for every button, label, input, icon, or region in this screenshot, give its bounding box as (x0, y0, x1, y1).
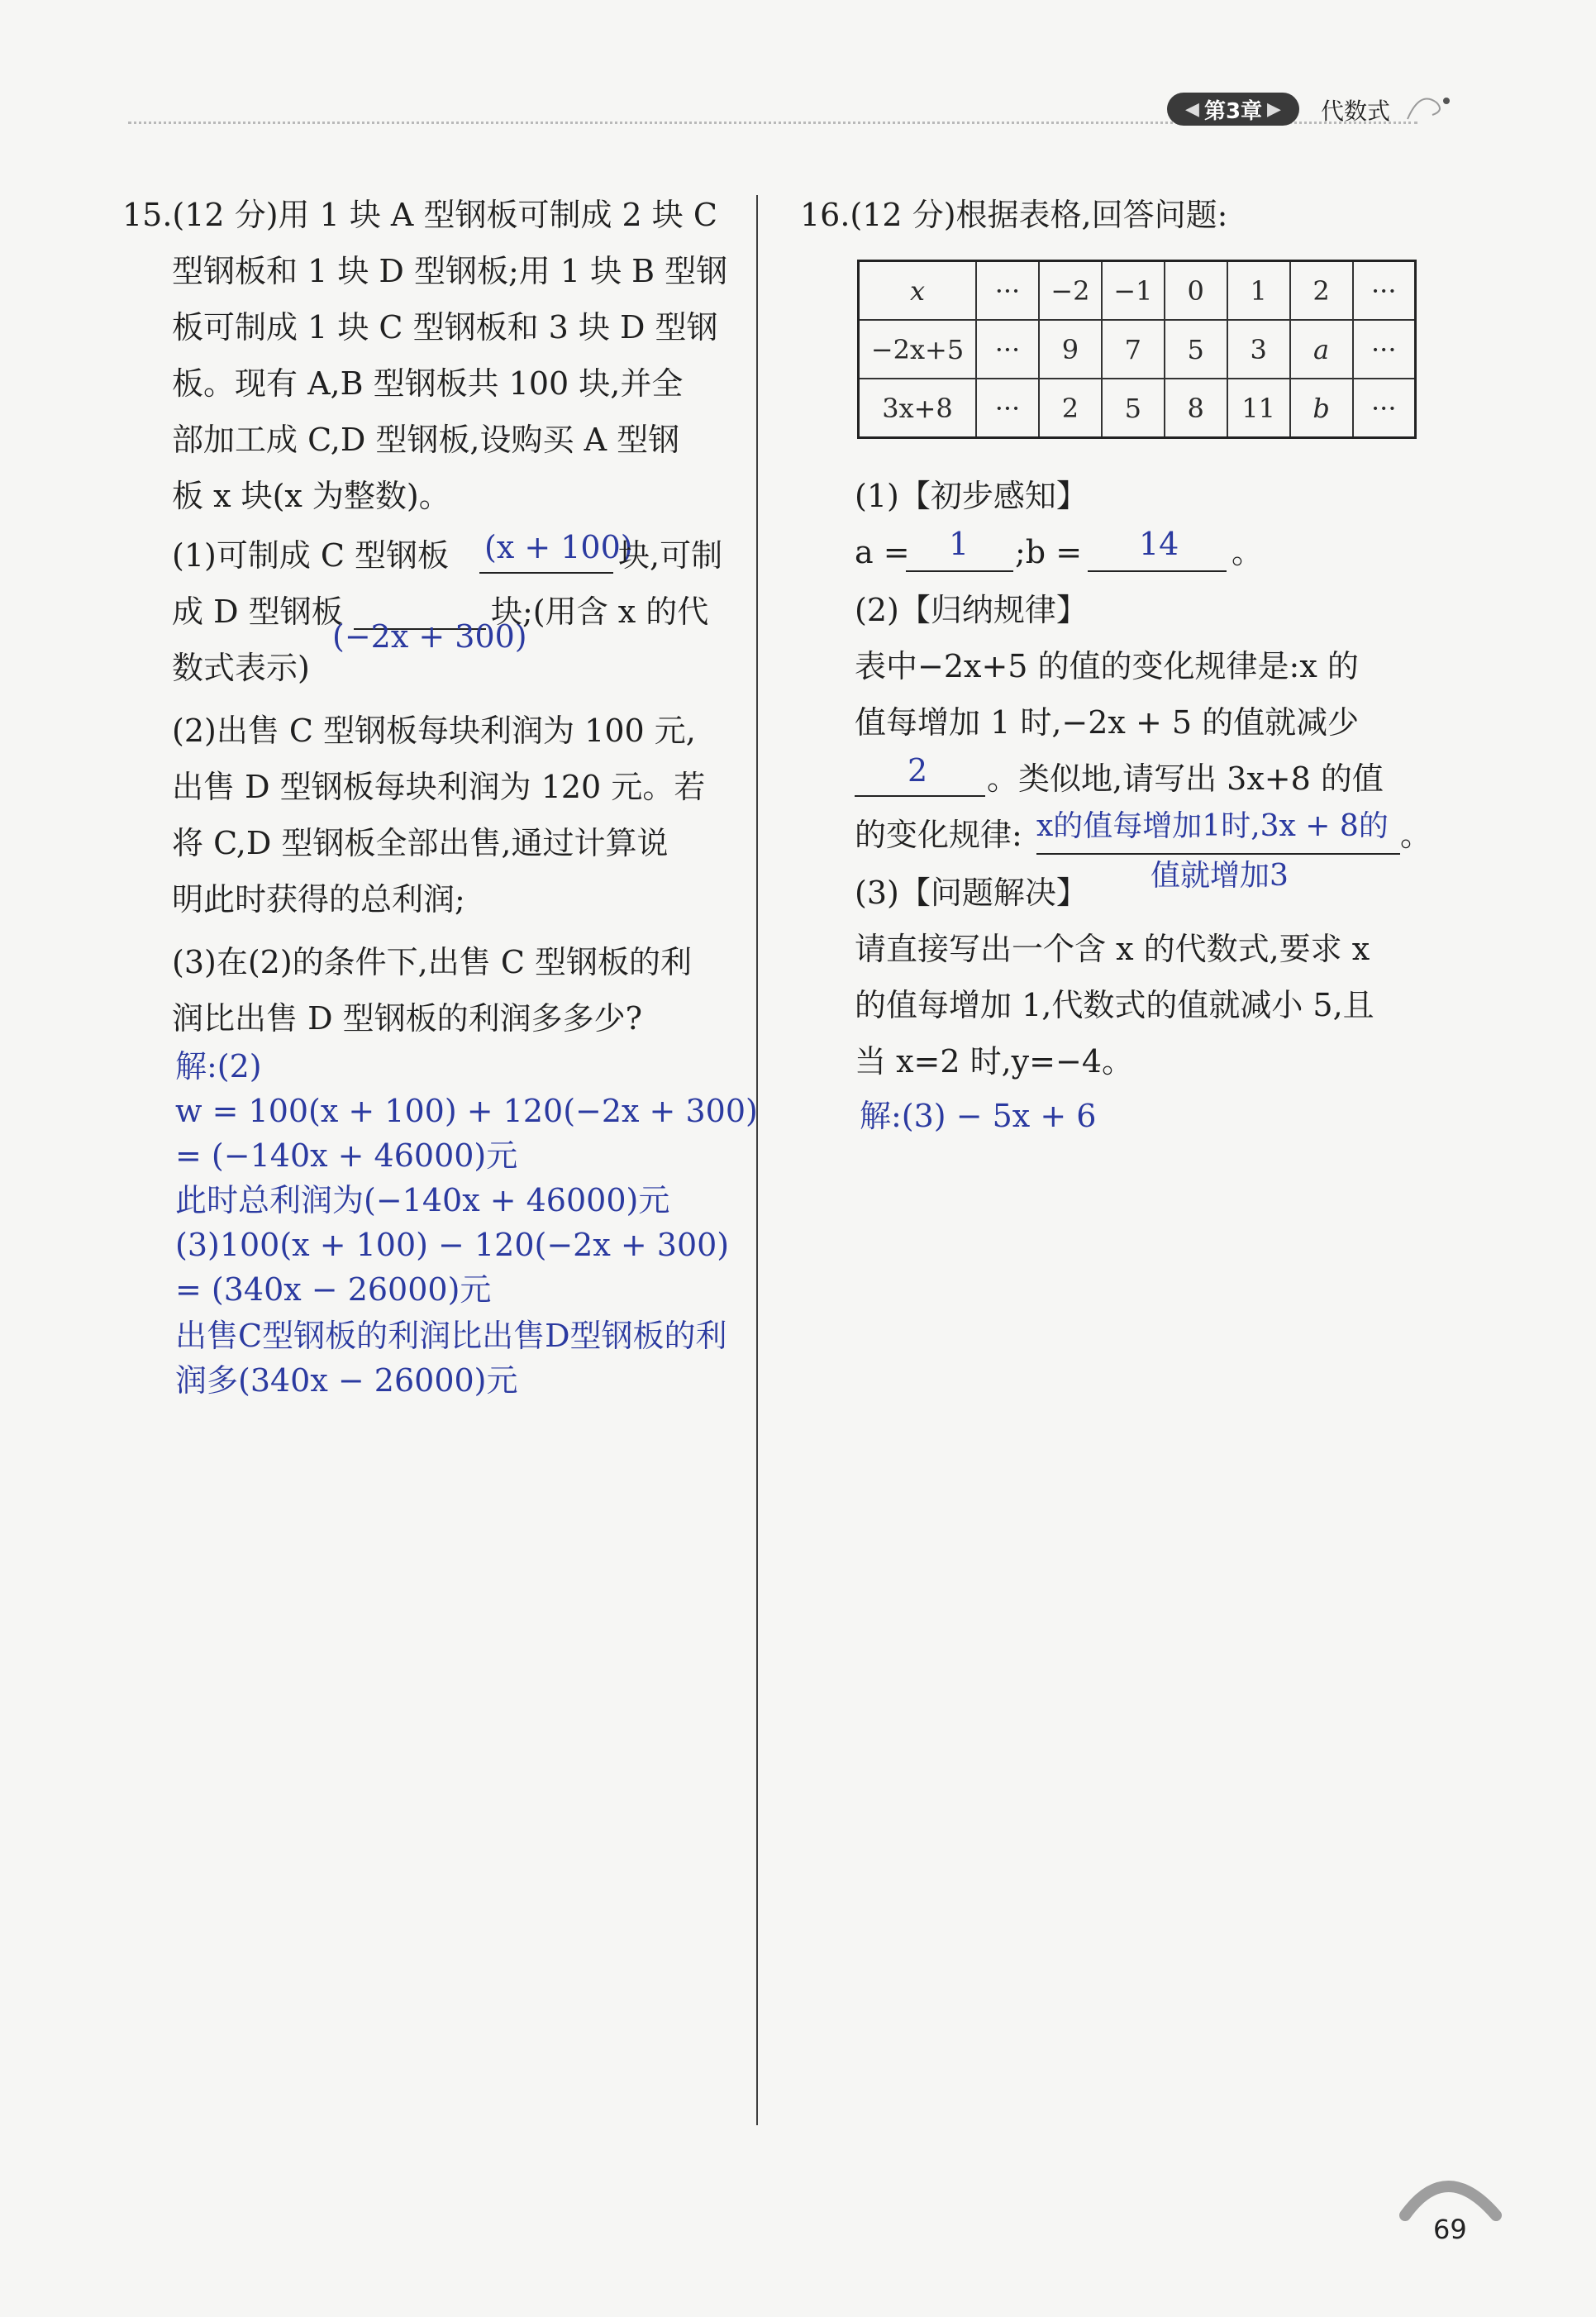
table-cell: 5 (1165, 320, 1227, 379)
swirl-ornament-icon (1403, 86, 1453, 127)
table-cell: 5 (1102, 379, 1165, 438)
q15-p2-line-4: 明此时获得的总利润; (172, 881, 465, 918)
table-cell: x (859, 261, 977, 321)
q15-line-3: 板可制成 1 块 C 型钢板和 3 块 D 型钢 (172, 309, 718, 346)
table-cell: 1 (1227, 261, 1290, 321)
q15-answer-d: (−2x + 300) (332, 618, 527, 655)
q16-p2-end: 。 (1400, 817, 1432, 853)
table-cell: 0 (1165, 261, 1227, 321)
column-divider (756, 195, 758, 2125)
q16-stem: 16.(12 分)根据表格,回答问题: (800, 197, 1228, 233)
q16-answer-rule-2: 值就增加3 (1151, 859, 1289, 893)
table-cell: 2 (1039, 379, 1102, 438)
chevron-left-icon: ◀ (1185, 98, 1199, 120)
table-row (859, 379, 1416, 438)
q15-p3-line-1: (3)在(2)的条件下,出售 C 型钢板的利 (172, 944, 692, 980)
table-cell: ··· (976, 261, 1039, 321)
table-cell: a (1290, 320, 1353, 379)
page-number: 69 (1433, 2214, 1467, 2245)
q16-blank-a (906, 570, 1013, 572)
table-cell: 8 (1165, 379, 1227, 438)
q15-solution-line-5: (3)100(x + 100) − 120(−2x + 300) (175, 1227, 730, 1263)
q15-line-4: 板。现有 A,B 型钢板共 100 块,并全 (172, 365, 684, 402)
chapter-title: 代数式 (1321, 98, 1391, 125)
q15-p1-text-c: 成 D 型钢板 (172, 594, 343, 630)
q16-p3-title: (3)【问题解决】 (855, 875, 1088, 911)
table-cell: −2 (1039, 261, 1102, 321)
q16-p2-line-4: 的变化规律: (855, 817, 1022, 853)
q15-solution-line-4: 此时总利润为(−140x + 46000)元 (175, 1182, 670, 1218)
q15-p2-line-2: 出售 D 型钢板每块利润为 120 元。若 (172, 769, 706, 805)
q16-p2-line-2: 值每增加 1 时,−2x + 5 的值就减少 (855, 704, 1360, 741)
q15-p1-text-e: 数式表示) (172, 650, 310, 686)
table-cell: 3x+8 (859, 379, 977, 438)
table-cell: 11 (1227, 379, 1290, 438)
q15-solution-line-6: = (340x − 26000)元 (175, 1271, 492, 1308)
q16-p3-line-2: 的值每增加 1,代数式的值就减小 5,且 (855, 987, 1374, 1023)
q15-p1-text-a: (1)可制成 C 型钢板 (172, 537, 450, 574)
table-cell: −2x+5 (859, 320, 977, 379)
q16-p2-line-3: 。类似地,请写出 3x+8 的值 (987, 760, 1384, 797)
table-cell: 2 (1290, 261, 1353, 321)
table-cell: ··· (1353, 261, 1416, 321)
q15-p1-text-d: 块;(用含 x 的代 (491, 594, 709, 630)
q16-answer-decrease: 2 (908, 752, 928, 789)
q15-line-6: 板 x 块(x 为整数)。 (172, 478, 450, 514)
q16-answer-rule-1: x的值每增加1时,3x + 8的 (1036, 809, 1389, 843)
q15-solution-line-1: 解:(2) (175, 1048, 262, 1085)
q16-answer-a: 1 (949, 526, 970, 562)
q15-p2-line-1: (2)出售 C 型钢板每块利润为 100 元, (172, 713, 696, 749)
table-cell: 9 (1039, 320, 1102, 379)
q15-solution-line-3: = (−140x + 46000)元 (175, 1137, 518, 1174)
table-cell: −1 (1102, 261, 1165, 321)
q15-blank-c (479, 572, 613, 574)
table-row (859, 320, 1416, 379)
q16-p1-b-label: ;b = (1015, 534, 1083, 570)
q15-p3-line-2: 润比出售 D 型钢板的利润多多少? (172, 1000, 642, 1037)
q16-p1-end: 。 (1232, 534, 1264, 570)
q15-line-2: 型钢板和 1 块 D 型钢板;用 1 块 B 型钢 (172, 253, 728, 289)
q16-blank-decrease (855, 795, 985, 797)
q16-p2-line-1: 表中−2x+5 的值的变化规律是:x 的 (855, 648, 1359, 684)
table-cell: ··· (1353, 320, 1416, 379)
q15-line-1: 15.(12 分)用 1 块 A 型钢板可制成 2 块 C (122, 197, 717, 233)
chevron-right-icon: ▶ (1267, 98, 1281, 120)
q16-blank-b (1088, 570, 1227, 572)
table-cell: ··· (1353, 379, 1416, 438)
q15-line-5: 部加工成 C,D 型钢板,设购买 A 型钢 (172, 422, 680, 458)
q15-p1-text-b: 块,可制 (618, 537, 723, 574)
table-cell: ··· (976, 379, 1039, 438)
chapter-tag (1167, 93, 1299, 126)
value-table (857, 260, 1417, 439)
q15-solution-line-7: 出售C型钢板的利润比出售D型钢板的利 (175, 1318, 727, 1354)
table-cell: b (1290, 379, 1353, 438)
q15-solution-line-2: w = 100(x + 100) + 120(−2x + 300) (175, 1093, 758, 1129)
table-cell: 3 (1227, 320, 1290, 379)
q15-p2-line-3: 将 C,D 型钢板全部出售,通过计算说 (172, 825, 669, 861)
q16-p2-title: (2)【归纳规律】 (855, 592, 1088, 628)
q16-p1-title: (1)【初步感知】 (855, 478, 1088, 514)
chapter-tag-label: 第3章 (1203, 98, 1263, 124)
q16-blank-rule (1036, 853, 1400, 855)
q16-p3-line-3: 当 x=2 时,y=−4。 (855, 1043, 1134, 1080)
q15-answer-c: (x + 100) (484, 529, 633, 565)
q15-solution-line-8: 润多(340x − 26000)元 (175, 1362, 518, 1399)
table-row (859, 261, 1416, 321)
q16-answer-b: 14 (1139, 526, 1179, 562)
table-cell: ··· (976, 320, 1039, 379)
q16-p3-line-1: 请直接写出一个含 x 的代数式,要求 x (855, 931, 1370, 967)
q16-answer-3: 解:(3) − 5x + 6 (860, 1098, 1097, 1134)
table-cell: 7 (1102, 320, 1165, 379)
q16-p1-a-label: a = (855, 534, 910, 570)
